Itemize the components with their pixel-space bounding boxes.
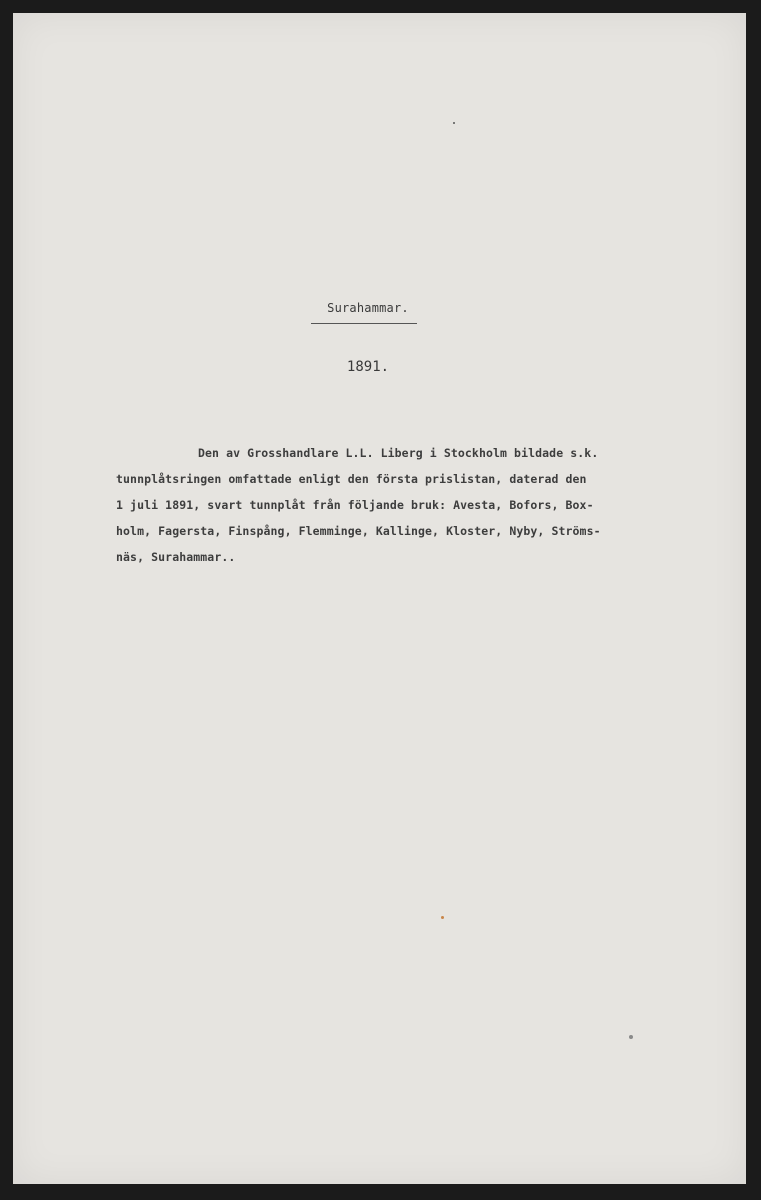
body-paragraph — [116, 440, 696, 570]
paragraph-line: Den av Grosshandlare L.L. Liberg i Stockholm bildade s.k. — [198, 446, 599, 460]
paper-speck — [629, 1035, 633, 1039]
paragraph-line: 1 juli 1891, svart tunnplåt från följande bruk: Avesta, Bofors, Box- — [116, 498, 594, 512]
paper-speck — [453, 122, 455, 124]
document-title: Surahammar. — [327, 301, 409, 315]
title-underline — [311, 323, 417, 324]
paper-speck — [441, 916, 444, 919]
document-page — [13, 13, 746, 1184]
paragraph-line: holm, Fagersta, Finspång, Flemminge, Kallinge, Kloster, Nyby, Ströms- — [116, 524, 601, 538]
paragraph-line: näs, Surahammar.. — [116, 550, 236, 564]
document-year: 1891. — [346, 359, 390, 375]
paragraph-line: tunnplåtsringen omfattade enligt den första prislistan, daterad den — [116, 472, 587, 486]
